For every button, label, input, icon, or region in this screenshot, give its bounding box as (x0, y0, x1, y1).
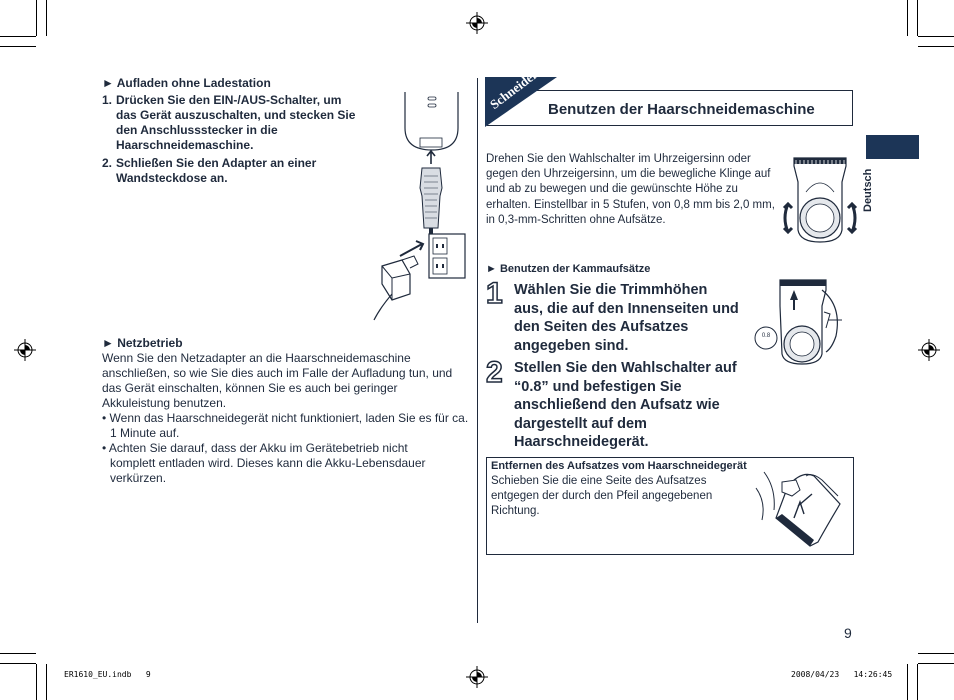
mains-bullet-1: • Wenn das Haarschneidegerät nicht funktioniert, laden Sie es für ca. 1 Minute auf. (102, 411, 469, 440)
mains-bullet-2: • Achten Sie darauf, dass der Akku im Gerätebetrieb nicht komplett entladen wird. Dieses kann die Akku-Lebensdauer verkürzen. (102, 441, 426, 485)
charging-illustration (370, 88, 470, 328)
comb-attachment-illustration (750, 276, 850, 368)
comb-label: 0.8 (761, 333, 771, 339)
crop-mark (0, 46, 36, 47)
charging-step-1-number: 1. (102, 93, 113, 107)
crop-mark (0, 653, 36, 654)
charging-heading: ► Aufladen ohne Ladestation (102, 76, 271, 90)
crop-mark (917, 664, 918, 700)
language-tab (866, 135, 919, 159)
trimmer-dial-illustration (780, 152, 860, 248)
crop-mark (0, 36, 36, 37)
crop-mark (918, 46, 954, 47)
registration-mark-icon (918, 339, 940, 361)
mains-heading: ► Netzbetrieb (102, 336, 183, 350)
crop-mark (918, 653, 954, 654)
intro-paragraph: Drehen Sie den Wahlschalter im Uhrzeigersinn oder gegen den Uhrzeigersinn, um die bewegliche Klinge auf und ab zu bewegen und die gewünschte Höhe zu erhalten. Einstellbar in 5 Stufen, von 0,8 mm bis 2,0 mm, in 0,3-mm-Schritten ohne Aufsätze. (486, 153, 775, 226)
page-number: 9 (844, 625, 852, 641)
charging-step-1-text: Drücken Sie den EIN-/AUS-Schalter, um das Gerät auszuschalten, und stecken Sie den Anschlussstecker in die Haarschneidemaschine. (116, 93, 356, 152)
registration-mark-icon (466, 666, 488, 688)
remove-box-title: Entfernen des Aufsatzes vom Haarschneidegerät (491, 460, 747, 472)
mains-paragraph: Wenn Sie den Netzadapter an die Haarschneidemaschine anschließen, so wie Sie dies auch im Falle der Aufladung tun, und das Gerät einschalten, können Sie es auch bei geringer Akkuleistung benutzen. (102, 351, 453, 410)
step-1-text: Wählen Sie die Trimmhöhen aus, die auf den Innenseiten und den Seiten des Aufsatzes angegeben sind. (514, 282, 739, 354)
comb-heading: ► Benutzen der Kammaufsätze (486, 263, 651, 275)
section-tag: Schneiden (487, 65, 542, 112)
crop-mark (907, 0, 908, 36)
registration-mark-icon (466, 12, 488, 34)
step-1-number: 1 (486, 277, 503, 310)
charging-step-2-number: 2. (102, 156, 113, 170)
crop-mark (918, 36, 954, 37)
section-title: Benutzen der Haarschneidemaschine (548, 101, 815, 118)
remove-box-text: Schieben Sie die eine Seite des Aufsatzes entgegen der durch den Pfeil angegebenen Richtung. (491, 475, 713, 517)
footer-date: 2008/04/23 14:26:45 (791, 670, 893, 679)
registration-mark-icon (14, 339, 36, 361)
crop-mark (907, 664, 908, 700)
column-divider (477, 78, 478, 623)
footer-file: ER1610_EU.indb 9 (64, 670, 151, 679)
step-2-text: Stellen Sie den Wahlschalter auf “0.8” und befestigen Sie anschließend den Aufsatz wie dargestellt auf dem Haarschneidegerät. (514, 360, 737, 450)
crop-mark (46, 664, 47, 700)
crop-mark (36, 0, 37, 36)
remove-attachment-illustration (752, 462, 852, 552)
crop-mark (917, 0, 918, 36)
charging-step-2-text: Schließen Sie den Adapter an einer Wandsteckdose an. (116, 156, 317, 185)
step-2-number: 2 (486, 356, 503, 389)
crop-mark (46, 0, 47, 36)
crop-mark (36, 664, 37, 700)
language-label: Deutsch (862, 168, 874, 212)
crop-mark (918, 663, 954, 664)
crop-mark (0, 663, 36, 664)
